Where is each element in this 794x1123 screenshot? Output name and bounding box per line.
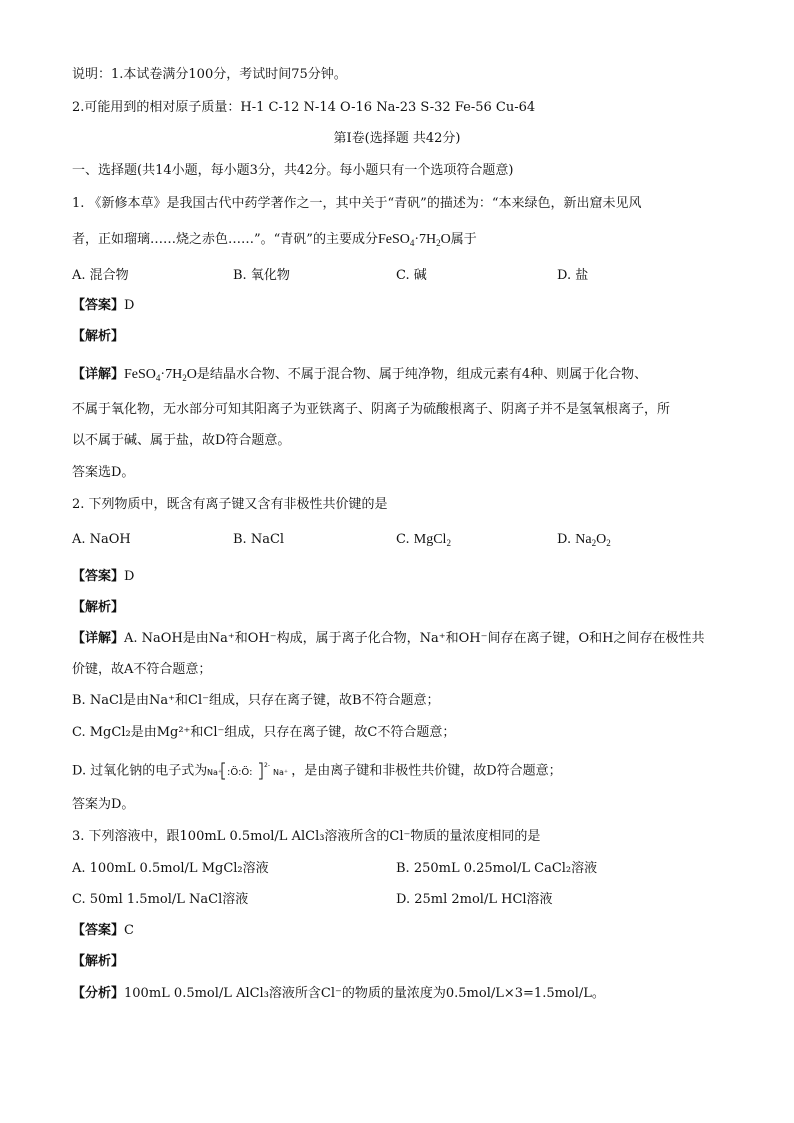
q3-option-d: D. 25ml 2mol/L HCl溶液 xyxy=(396,892,553,907)
svg-text:Na⁺: Na⁺ xyxy=(273,768,289,777)
answer-value: D xyxy=(124,298,135,313)
section-intro: 一、选择题(共14小题，每小题3分，共42分。每小题只有一个选项符合题意) xyxy=(72,163,514,178)
q2-analysis-tag: 【解析】 xyxy=(72,600,125,615)
q1-detail-line1: 【详解】$FeSO_4\cdot 7H_2O$是结晶水合物、不属于混合物、属于纯净物，组成元素有4种、则属于化合物、 xyxy=(72,367,648,383)
q2-option-b: B. NaCl xyxy=(233,532,285,547)
q2-detail-a-line2: 价键，故A不符合题意； xyxy=(72,662,212,677)
q2-option-c: C. MgCl$_2$ xyxy=(396,532,451,548)
q3-analysis-tag: 【解析】 xyxy=(72,954,125,969)
q3-option-b: B. 250mL 0.25mol/L CaCl₂溶液 xyxy=(396,861,598,876)
q2-option-d: D. $Na_2O_2$ xyxy=(557,532,611,548)
q2-answer: 【答案】D xyxy=(72,569,135,584)
q3-answer: 【答案】C xyxy=(72,923,134,938)
q1-option-c: C. 碱 xyxy=(396,268,427,283)
q2-detail-b: B. NaCl是由Na⁺和Cl⁻组成，只存在离子键，故B不符合题意； xyxy=(72,693,440,708)
q2-detail-c: C. MgCl₂是由Mg²⁺和Cl⁻组成，只存在离子键，故C不符合题意； xyxy=(72,725,456,740)
q1-stem-line2 xyxy=(72,231,477,249)
q1-detail-line2: 不属于氧化物，无水部分可知其阳离子为亚铁离子、阴离子为硫酸根离子、阴离子并不是氢氧根离子，所 xyxy=(72,402,671,417)
q2-detail-a-line1: 【详解】A. NaOH是由Na⁺和OH⁻构成，属于离子化合物，Na⁺和OH⁻间存在离子键，O和H之间存在极性共 xyxy=(72,631,705,646)
q2-option-a: A. NaOH xyxy=(72,532,131,547)
answer-tag: 【答案】 xyxy=(72,298,125,313)
q1-option-a: A. 混合物 xyxy=(72,268,129,283)
q2-detail-d: D. 过氧化钠的电子式为 Na⁺ :Ö:Ö: 2- Na⁺ ，是由离子键和非极性共价键，故D符合题意； xyxy=(72,760,562,782)
q3-option-a: A. 100mL 0.5mol/L MgCl₂溶液 xyxy=(72,861,269,876)
q2-stem: 2. 下列物质中，既含有离子键又含有非极性共价键的是 xyxy=(72,497,388,512)
instruction-note-1: 说明：1.本试卷满分100分，考试时间75分钟。 xyxy=(72,67,347,82)
q1-formula: $FeSO_4\cdot 7H_2O$ xyxy=(377,232,451,248)
svg-text:Na⁺: Na⁺ xyxy=(207,768,223,777)
q1-stem-line1: 1. 《新修本草》是我国古代中药学著作之一，其中关于“青矾”的描述为：“本来绿色，新出窟未见风 xyxy=(72,196,642,211)
q1-conclusion: 答案选D。 xyxy=(72,465,135,480)
q1-option-b: B. 氧化物 xyxy=(233,268,290,283)
q1-stem-text-b: 属于 xyxy=(450,232,477,247)
q3-stem: 3. 下列溶液中，跟100mL 0.5mol/L AlCl₃溶液所含的Cl⁻物质的量浓度相同的是 xyxy=(72,829,541,844)
q1-detail-line3: 以不属于碱、属于盐，故D符合题意。 xyxy=(72,433,291,448)
q1-detail-formula: $FeSO_4\cdot 7H_2O$ xyxy=(124,367,197,383)
section-title: 第Ⅰ卷(选择题 共42分) xyxy=(333,131,461,146)
electron-formula-image xyxy=(207,760,291,782)
q1-stem-text-a: 者，正如瑠璃……烧之赤色……”。“青矾”的主要成分 xyxy=(72,232,378,247)
q1-analysis-tag: 【解析】 xyxy=(72,329,125,344)
q1-answer xyxy=(72,297,134,315)
q2-conclusion: 答案为D。 xyxy=(72,797,135,812)
q3-fenxi: 【分析】100mL 0.5mol/L AlCl₃溶液所含Cl⁻的物质的量浓度为0.5mol/L×3=1.5mol/L。 xyxy=(72,986,605,1001)
q3-option-c: C. 50ml 1.5mol/L NaCl溶液 xyxy=(72,892,249,907)
svg-text:2-: 2- xyxy=(264,762,271,769)
svg-text::Ö:Ö:: :Ö:Ö: xyxy=(227,767,253,778)
instruction-note-2: 2.可能用到的相对原子质量：H-1 C-12 N-14 O-16 Na-23 S-32 Fe-56 Cu-64 xyxy=(72,100,536,115)
q1-option-d: D. 盐 xyxy=(557,268,589,283)
detail-tag: 【详解】 xyxy=(72,367,125,382)
